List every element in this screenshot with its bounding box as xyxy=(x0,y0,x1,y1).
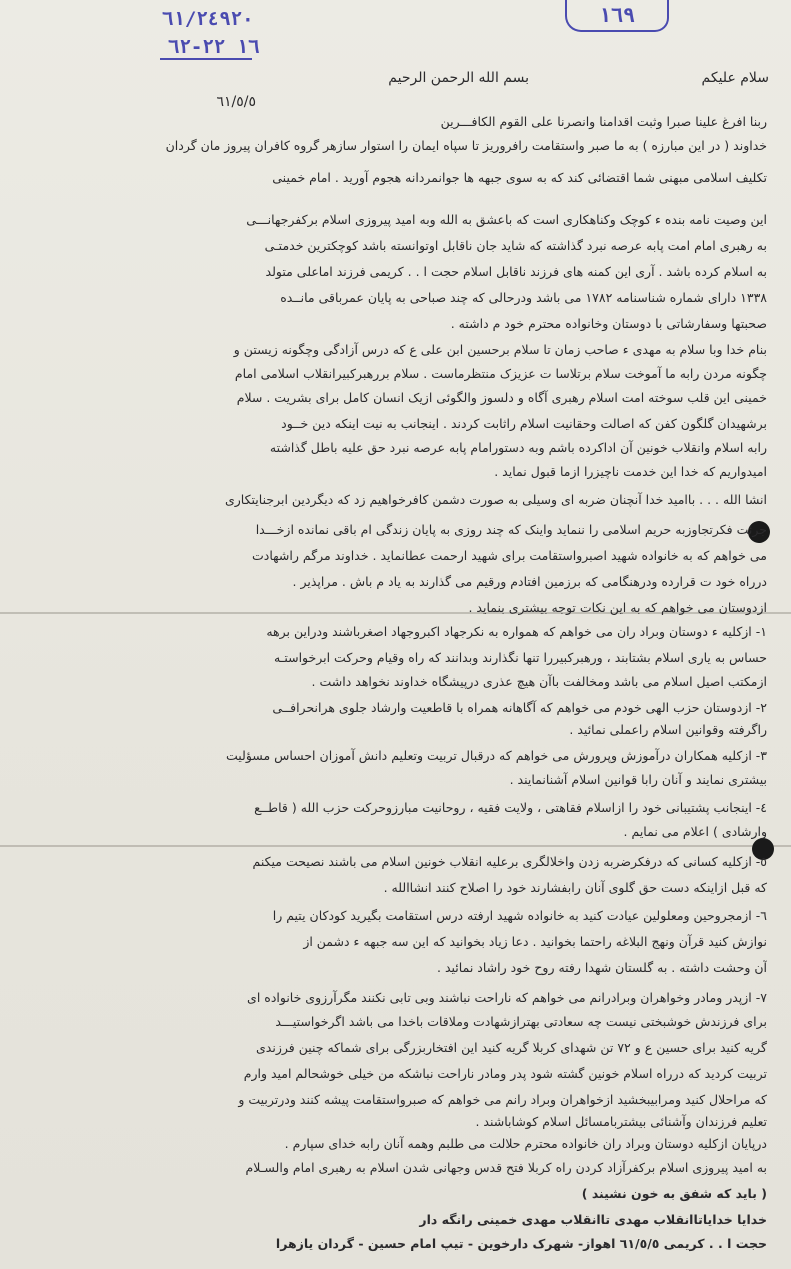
letter-line: خدایا خدایاتاانقلاب مهدی تاانقلاب مهدی خمینی رانگه دار xyxy=(419,1212,767,1227)
page-number: ١٦٩ xyxy=(565,0,669,32)
letter-line: رابه اسلام وانقلاب خونین آن اداکرده باشم وبه دستورامام پابه عرصه نبرد حق علیه باطل گذاشته xyxy=(269,440,767,455)
letter-line: آن وحشت داشته . به گلستان شهدا رفته روح خود راشاد نمائید . xyxy=(437,960,767,975)
letter-line: ٣- ازکلیه همکاران درآموزش وپرورش می خواهم که درقبال تربیت وتعلیم دانش آموزان احساس مسؤلیت xyxy=(225,748,767,763)
letter-line: می خواهم که به خانواده شهید اصبرواستقامت برای شهید ارحمت عطانماید . خداوند مرگم راشهادت xyxy=(252,548,767,563)
letter-line: انشا الله . . . باامید خدا آنچنان ضربه ای وسیلی به صورت دشمن کافرخواهیم زد که دیگردین ابرجنایتکاری xyxy=(224,492,767,507)
letter-line: نوازش کنید قرآن ونهج البلاغه راحتما بخوانید . دعا زیاد بخوانید که این سه جبهه ء دشمن از xyxy=(303,934,767,949)
letter-line: تعلیم فرزندان وآشنائی بیشتربامسائل اسلام کوشاباشند . xyxy=(475,1114,767,1129)
letter-line: ( باید که شفق به خون نشیند ) xyxy=(581,1186,767,1201)
letter-line: راگرفته وقوانین اسلام راعملی نمائید . xyxy=(569,722,767,737)
letter-line: تربیت کردید که درراه اسلام خونین گشته شود پدر ومادر ناراحت نباشکه من خیلی خوشحالم امید وارم xyxy=(243,1066,767,1081)
letter-line: ١٣٣٨ دارای شماره شناسنامه ١٧٨٢ می باشد ودرحالی که چند صباحی به پایان عمرباقی مانــده xyxy=(280,290,767,305)
paper-fold xyxy=(0,845,791,847)
letter-line: ازمکتب اصیل اسلام می باشد ومخالفت باآن هیچ عذری درپیشگاه خداوند نخواهد داشت . xyxy=(311,674,767,689)
letter-line: گریه کنید برای حسین ع و ٧٢ تن شهدای کربلا گریه کنید این افتخاربزرگی برای شماکه چنین فرزندی xyxy=(256,1040,767,1055)
letter-line: به امید پیروزی اسلام برکفرآزاد کردن راه کربلا فتح قدس وجهانی شدن اسلام به رهبری امام والسـلام xyxy=(245,1160,767,1175)
letter-line: تکلیف اسلامی مبهنی شما اقتضائی کند که به سوی جبهه ها جوانمردانه هجوم آورید . امام خمینی xyxy=(272,170,767,185)
header-date: ٦١/٥/٥ xyxy=(216,94,256,110)
letter-line: حساس به یاری اسلام بشتابند ، ورهبرکبیررا تنها نگذارند وبدانند که راه وقیام وحرکت ابرخواستـه xyxy=(273,650,767,665)
letter-line: ٦- ازمجروحین ومعلولین عیادت کنید به خانواده شهید ارفته درس استقامت بگیرید کودکان یتیم را xyxy=(272,908,767,923)
letter-line: درپایان ازکلیه دوستان وبراد ران خانواده محترم حلالت می طلبم وهمه آنان رابه خدای سپارم . xyxy=(284,1136,767,1151)
letter-line: صحبتها وسفارشاتی با دوستان وخانواده محترم خود م داشته . xyxy=(450,316,767,331)
letter-line: ازدوستان می خواهم که به این نکات توجه بیشتری بنماید . xyxy=(468,600,767,615)
salutation: سلام علیکم xyxy=(701,70,769,86)
letter-line: امیدواریم که خدا این خدمت ناچیزرا ازما قبول نماید . xyxy=(494,464,767,479)
handwritten-number-2: ١٦ ٢٢-٦٢ xyxy=(168,36,260,58)
letter-line: خداوند ( در این مبارزه ) به ما صبر واستقامت رافروریز تا سپاه ایمان را استوار سازهر گروه کافران پیروز مان گردان xyxy=(165,138,767,153)
letter-line: بیشتری نمایند و آنان رابا قوانین اسلام آشنانمایند . xyxy=(509,772,767,787)
letter-line: ٤- اینجانب پشتیبانی خود را ازاسلام فقاهتی ، ولایت فقیه ، روحانیت مبارزوحرکت حزب الله ( قاطــع xyxy=(254,800,767,815)
handwritten-underline xyxy=(160,58,252,60)
letter-line: ٢- ازدوستان حزب الهی خودم می خواهم که آگاهانه همراه با قاطعیت وارشاد جلوی هرانحرافــی xyxy=(272,700,767,715)
letter-line: حجت ا . . کریمی ٦١/٥/٥ اهواز- شهرک دارخوین - تیپ امام حسین - گردان یازهرا xyxy=(275,1236,767,1251)
letter-line: این وصیت نامه بنده ء کوچک وکناهکاری است که باعشق به الله وبه امید پیروزی اسلام برکفرجهانـــی xyxy=(246,212,767,227)
letter-line: جرئت فکرتجاوزبه حریم اسلامی را ننماید واینک که چند روزی به پایان زندگی ام باقی نمانده ازخـــدا xyxy=(255,522,767,537)
letter-line: ٧- ازپدر ومادر وخواهران وبرادرانم می خواهم که ناراحت نباشند وبی تابی نکنند مگرآرزوی خانواده ای xyxy=(247,990,767,1005)
letter-line: ١- ازکلیه ء دوستان وبراد ران می خواهم که همواره به نکرجهاد اکبروجهاد اصغرباشند ودراین برهه xyxy=(266,624,767,639)
letter-line: برشهیدان گلگون کفن که اصالت وحقانیت اسلام راثابت کردند . اینجانب به نیت اینکه دین خــود xyxy=(281,416,767,431)
letter-line: به رهبری امام امت پابه عرصه نبرد گذاشته که شاید جان ناقابل اوتوانسته باشد کوچکترین خدمتـی xyxy=(264,238,767,253)
basmala: بسم الله الرحمن الرحیم xyxy=(388,70,529,86)
letter-line: برای فرزندش خوشبختی نیست چه سعادتی بهترازشهادت وملاقات باخدا می باشد اگرخواستیـــد xyxy=(275,1014,767,1029)
letter-line: خمینی این قلب سوخته امت اسلام رهبری آگاه و دلسوز والگوئی ازیک انسان کامل برای بشریت . سلام xyxy=(236,390,767,405)
letter-line: به اسلام کرده باشد . آری این کمنه های فرزند ناقابل اسلام حجت ا . . کریمی فرزند اماعلی متولد xyxy=(265,264,767,279)
letter-line: ربنا افرغ علینا صبرا وثبت اقدامنا وانصرنا علی القوم الکافـــرین xyxy=(440,114,767,129)
letter-line: که قبل ازاینکه دست حق گلوی آنان رابفشارند خود را اصلاح کنند انشاالله . xyxy=(383,880,767,895)
letter-line: ٥- ازکلیه کسانی که درفکرضربه زدن واخلالگری برعلیه انقلاب خونین اسلام می باشند نصیحت میکنم xyxy=(252,854,767,869)
letter-line: چگونه مردن رابه ما آموخت سلام برتلاسا ت عزیزک منتظرماست . سلام بررهبرکبیرانقلاب اسلامی امام xyxy=(234,366,767,381)
handwritten-number-1: ٦١/٢٤٩٢٠ xyxy=(162,8,254,30)
letter-line: بنام خدا وبا سلام به مهدی ء صاحب زمان تا سلام برحسین ابن علی ع که درس آزادگی وچگونه زیستن و xyxy=(233,342,767,357)
letter-line: وارشادی ) اعلام می نمایم . xyxy=(623,824,767,839)
letter-line: که مراحلال کنید ومرابیبخشید ازخواهران وبراد رانم می خواهم که صبرواستقامت پیشه کنند ودرتربیت و xyxy=(238,1092,767,1107)
letter-line: درراه خود ت قرارده ودرهنگامی که برزمین افتادم ورقیم می گذارند به یاد م باش . مراپذیر . xyxy=(292,574,767,589)
